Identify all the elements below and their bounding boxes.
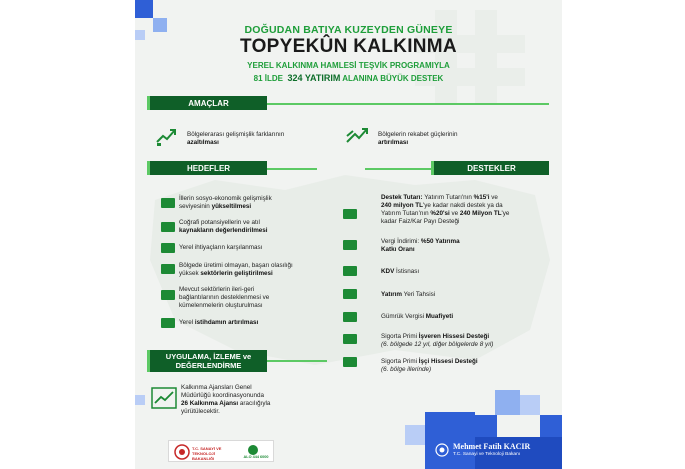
location-icon bbox=[161, 222, 175, 232]
section-rule bbox=[365, 168, 433, 170]
target-1-pre: seviyesinin bbox=[179, 203, 212, 210]
tutar-amount: 240 milyon TL bbox=[381, 202, 423, 209]
uygulama-line-1: Kalkınma Ajansları Genel bbox=[181, 384, 252, 391]
target-6-pre: Yerel bbox=[179, 319, 195, 326]
target-5-line-3: kümelenmelerin oluşturulması bbox=[179, 302, 263, 309]
section-title-destekler: DESTEKLER bbox=[431, 161, 549, 175]
target-5-line: Mevcut sektörlerin ileri-geri bbox=[179, 286, 255, 293]
target-1-line: İllerin sosyo-ekonomik gelişmişlik bbox=[179, 195, 272, 202]
uygulama-title-2: DEĞERLENDİRME bbox=[175, 361, 242, 370]
uygulama-line-2: Müdürlüğü koordinasyonunda bbox=[181, 392, 264, 399]
uygulama-title-1: UYGULAMA, İZLEME ve bbox=[165, 352, 252, 361]
hotline-text: ALO 444 6000 bbox=[243, 455, 269, 459]
support-item-isci bbox=[381, 358, 478, 374]
goal-1-line: Bölgelerarası gelişmişlik farklarının bbox=[187, 131, 285, 138]
worker-icon bbox=[343, 357, 357, 367]
employer-icon bbox=[343, 334, 357, 344]
target-4-pre: yüksek bbox=[179, 270, 201, 277]
scale-gap-icon bbox=[155, 126, 179, 146]
monitoring-chart-icon bbox=[151, 387, 177, 409]
gumruk-text: Gümrük Vergisi bbox=[381, 313, 426, 320]
target-3-line: Yerel ihtiyaçların karşılanması bbox=[179, 244, 263, 251]
target-6-bold: istihdamın artırılması bbox=[194, 319, 259, 326]
kdv-bold: KDV bbox=[381, 268, 395, 275]
header-tagline: DOĞUDAN BATIYA KUZEYDEN GÜNEYE bbox=[244, 24, 453, 36]
kdv-text: İstisnası bbox=[394, 268, 420, 275]
tutar-line-4: kadar Faiz/Kar Payı Desteği bbox=[381, 218, 460, 225]
ministry-name: T.C. SANAYİ VE TEKNOLOJİ BAKANLIĞI bbox=[192, 446, 222, 461]
factory-icon bbox=[161, 264, 175, 274]
support-item-tutar bbox=[381, 194, 559, 226]
target-2-bold: kaynakların değerlendirilmesi bbox=[179, 227, 268, 234]
vergi-bold: %50 Yatırıma bbox=[420, 238, 460, 245]
goal-text-1 bbox=[187, 131, 284, 147]
kdv-icon bbox=[343, 266, 357, 276]
isveren-bold: İşveren Hissesi Desteği bbox=[418, 333, 490, 340]
target-item bbox=[179, 195, 272, 211]
vergi-pre: Vergi İndirimi: bbox=[381, 238, 421, 245]
customs-icon bbox=[343, 312, 357, 322]
ministry-emblem-icon bbox=[174, 444, 190, 460]
tutar-line-3-pre: Yatırım Tutarı'nın bbox=[381, 210, 431, 217]
header-provinces: 81 İLDE bbox=[253, 74, 284, 83]
employment-icon bbox=[161, 318, 175, 328]
growth-arrows-icon bbox=[345, 126, 369, 146]
isci-pre: Sigorta Primi bbox=[381, 358, 419, 365]
header-investment-count: 324 YATIRIM bbox=[287, 73, 341, 83]
tutar-label: Destek Tutarı: bbox=[381, 194, 425, 201]
target-5-line-2: bağlantılarının desteklenmesi ve bbox=[179, 294, 270, 301]
support-item-vergi bbox=[381, 238, 460, 254]
tax-icon bbox=[343, 240, 357, 250]
goal-2-line: Bölgelerin rekabet güçlerinin bbox=[378, 131, 458, 138]
tutar-suffix: 'ye bbox=[501, 210, 510, 217]
ministry-logo-box bbox=[168, 440, 274, 462]
header-subtitle-2 bbox=[135, 73, 562, 83]
section-title-uygulama bbox=[147, 350, 267, 372]
vergi-bold-2: Katkı Oranı bbox=[381, 246, 415, 253]
support-item-kdv bbox=[381, 268, 419, 276]
target-item bbox=[179, 219, 268, 235]
uygulama-line-4: yürütülecektir. bbox=[181, 408, 220, 415]
yatirim-text: Yeri Tahsisi bbox=[402, 291, 436, 298]
header-subtitle: YEREL KALKINMA HAMLESİ TEŞVİK PROGRAMIYLA bbox=[247, 61, 450, 70]
yatirim-bold: Yatırım bbox=[381, 291, 402, 298]
tutar-and: ve bbox=[489, 194, 498, 201]
land-icon bbox=[343, 289, 357, 299]
ministry-seal-icon bbox=[435, 443, 449, 457]
signature-block bbox=[435, 440, 543, 460]
money-icon bbox=[343, 209, 357, 219]
isci-bold: İşçi Hissesi Desteği bbox=[418, 358, 478, 365]
gumruk-bold: Muafiyeti bbox=[425, 313, 454, 320]
target-item bbox=[179, 286, 269, 310]
infographic-poster bbox=[135, 0, 562, 469]
target-item bbox=[179, 244, 262, 252]
goal-1-bold: azaltılması bbox=[187, 139, 219, 146]
target-4-bold: sektörlerin geliştirilmesi bbox=[200, 270, 273, 277]
minister-name: Mehmet Fatih KACIR bbox=[453, 442, 531, 451]
uygulama-line-3: aracılığıyla bbox=[238, 400, 271, 407]
tutar-and-2: ve bbox=[449, 210, 460, 217]
section-rule bbox=[267, 168, 317, 170]
minister-role: T.C. Sanayi ve Teknoloji Bakanı bbox=[453, 452, 521, 457]
target-2-line: Coğrafi potansiyellerin ve atıl bbox=[179, 219, 260, 226]
support-item-yatirim bbox=[381, 291, 435, 299]
tutar-amount-2: 240 Milyon TL bbox=[459, 210, 502, 217]
section-title-hedefler: HEDEFLER bbox=[147, 161, 267, 175]
handshake-icon bbox=[161, 243, 175, 253]
uygulama-text bbox=[181, 384, 270, 416]
tutar-mid: Yatırım Tutarı'nın bbox=[424, 194, 474, 201]
target-item bbox=[179, 319, 258, 327]
section-rule bbox=[267, 360, 327, 362]
isveren-note: (6. bölgede 12 yıl, diğer bölgelerde 8 yıl) bbox=[381, 341, 494, 348]
page-title: TOPYEKÛN KALKINMA bbox=[240, 36, 457, 57]
network-icon bbox=[161, 290, 175, 300]
target-1-bold: yükseltilmesi bbox=[211, 203, 252, 210]
section-rule bbox=[267, 103, 549, 105]
section-title-amaclar: AMAÇLAR bbox=[147, 96, 267, 110]
support-item-isveren bbox=[381, 333, 493, 349]
tutar-line-2: 'ye kadar nakdi destek ya da bbox=[423, 202, 503, 209]
target-icon bbox=[161, 198, 175, 208]
tutar-pct: %15'i bbox=[473, 194, 490, 201]
isveren-pre: Sigorta Primi bbox=[381, 333, 419, 340]
tutar-pct-2: %20'si bbox=[430, 210, 450, 217]
isci-note: (6. bölge illerinde) bbox=[381, 366, 432, 373]
support-item-gumruk bbox=[381, 313, 453, 321]
target-item bbox=[179, 262, 293, 278]
header-support-text: ALANINA BÜYÜK DESTEK bbox=[342, 74, 444, 83]
target-4-line: Bölgede üretimi olmayan, başarı olasılığı bbox=[179, 262, 293, 269]
goal-text-2 bbox=[378, 131, 457, 147]
goal-2-bold: artırılması bbox=[378, 139, 409, 146]
uygulama-bold: 26 Kalkınma Ajansı bbox=[181, 400, 239, 407]
